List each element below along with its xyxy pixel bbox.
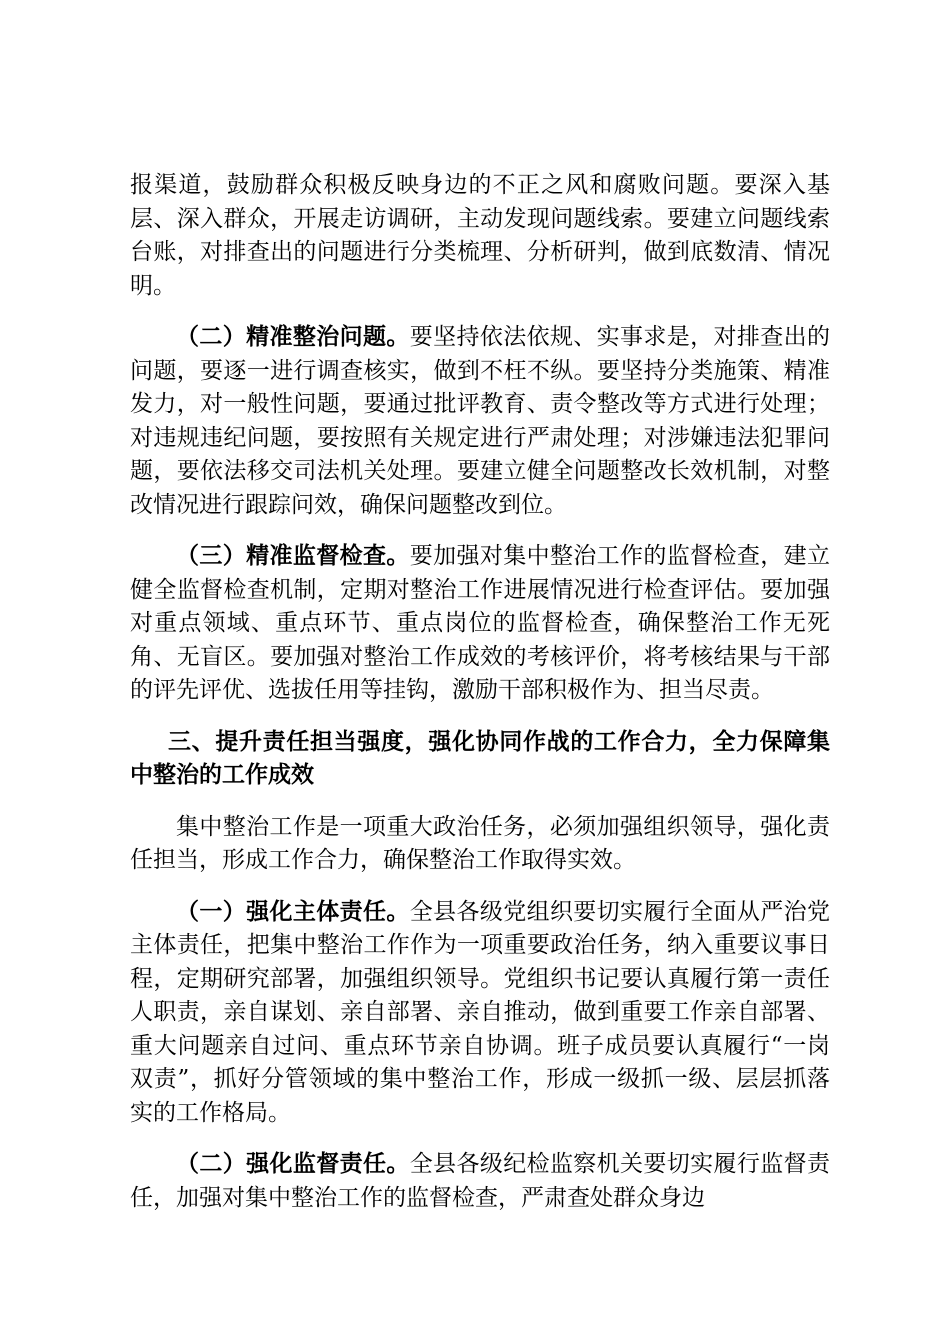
paragraph-lead: （二）强化监督责任。 bbox=[176, 1151, 410, 1177]
paragraph-lead: （二）精准整治问题。 bbox=[176, 324, 410, 350]
paragraph-lead: （一）强化主体责任。 bbox=[176, 898, 410, 925]
document-page bbox=[130, 169, 830, 1233]
paragraph-continued bbox=[130, 169, 830, 303]
paragraph-section-3-1 bbox=[130, 896, 830, 1131]
paragraph-body: 要坚持依法依规、实事求是，对排查出的问题，要逐一进行调查核实，做到不枉不纵。要坚持分类施策、精准发力，对一般性问题，要通过批评教育、责令整改等方式进行处理；对违规违纪问题，要按照有关规定进行严肃处理；对涉嫌违法犯罪问题，要依法移交司法机关处理。要建立健全问题整改长效机制，对整改情况进行跟踪问效，确保问题整改到位。 bbox=[130, 324, 831, 518]
section-heading-3: 三、提升责任担当强度，强化协同作战的工作合力，全力保障集中整治的工作成效 bbox=[130, 728, 830, 788]
paragraph-section-3-intro bbox=[130, 811, 830, 878]
paragraph-section-2-2 bbox=[130, 321, 830, 522]
paragraph-body: 全县各级纪检监察机关要切实履行监督责任，加强对集中整治工作的监督检查，严肃查处群众身边 bbox=[130, 1151, 831, 1211]
paragraph-section-2-3 bbox=[130, 540, 830, 708]
paragraph-body: 报渠道，鼓励群众积极反映身边的不正之风和腐败问题。要深入基层、深入群众，开展走访调研，主动发现问题线索。要建立问题线索台账，对排查出的问题进行分类梳理、分析研判，做到底数清、情况明。 bbox=[130, 172, 830, 299]
paragraph-body: 要加强对集中整治工作的监督检查，建立健全监督检查机制，定期对整治工作进展情况进行检查评估。要加强对重点领域、重点环节、重点岗位的监督检查，确保整治工作无死角、无盲区。要加强对整治工作成效的考核评价，将考核结果与干部的评先评优、选拔任用等挂钩，激励干部积极作为、担当尽责。 bbox=[130, 543, 831, 703]
paragraph-body: 集中整治工作是一项重大政治任务，必须加强组织领导，强化责任担当，形成工作合力，确保整治工作取得实效。 bbox=[130, 813, 830, 873]
paragraph-lead: （三）精准监督检查。 bbox=[176, 543, 410, 569]
paragraph-section-3-2 bbox=[130, 1148, 830, 1215]
paragraph-body: 全县各级党组织要切实履行全面从严治党主体责任，把集中整治工作作为一项重要政治任务，纳入重要议事日程，定期研究部署，加强组织领导。党组织书记要认真履行第一责任人职责，亲自谋划、亲自部署、亲自推动，做到重要工作亲自部署、重大问题亲自过问、重点环节亲自协调。班子成员要认真履行“一岗双责”，抓好分管领域的集中整治工作，形成一级抓一级、层层抓落实的工作格局。 bbox=[130, 898, 831, 1126]
